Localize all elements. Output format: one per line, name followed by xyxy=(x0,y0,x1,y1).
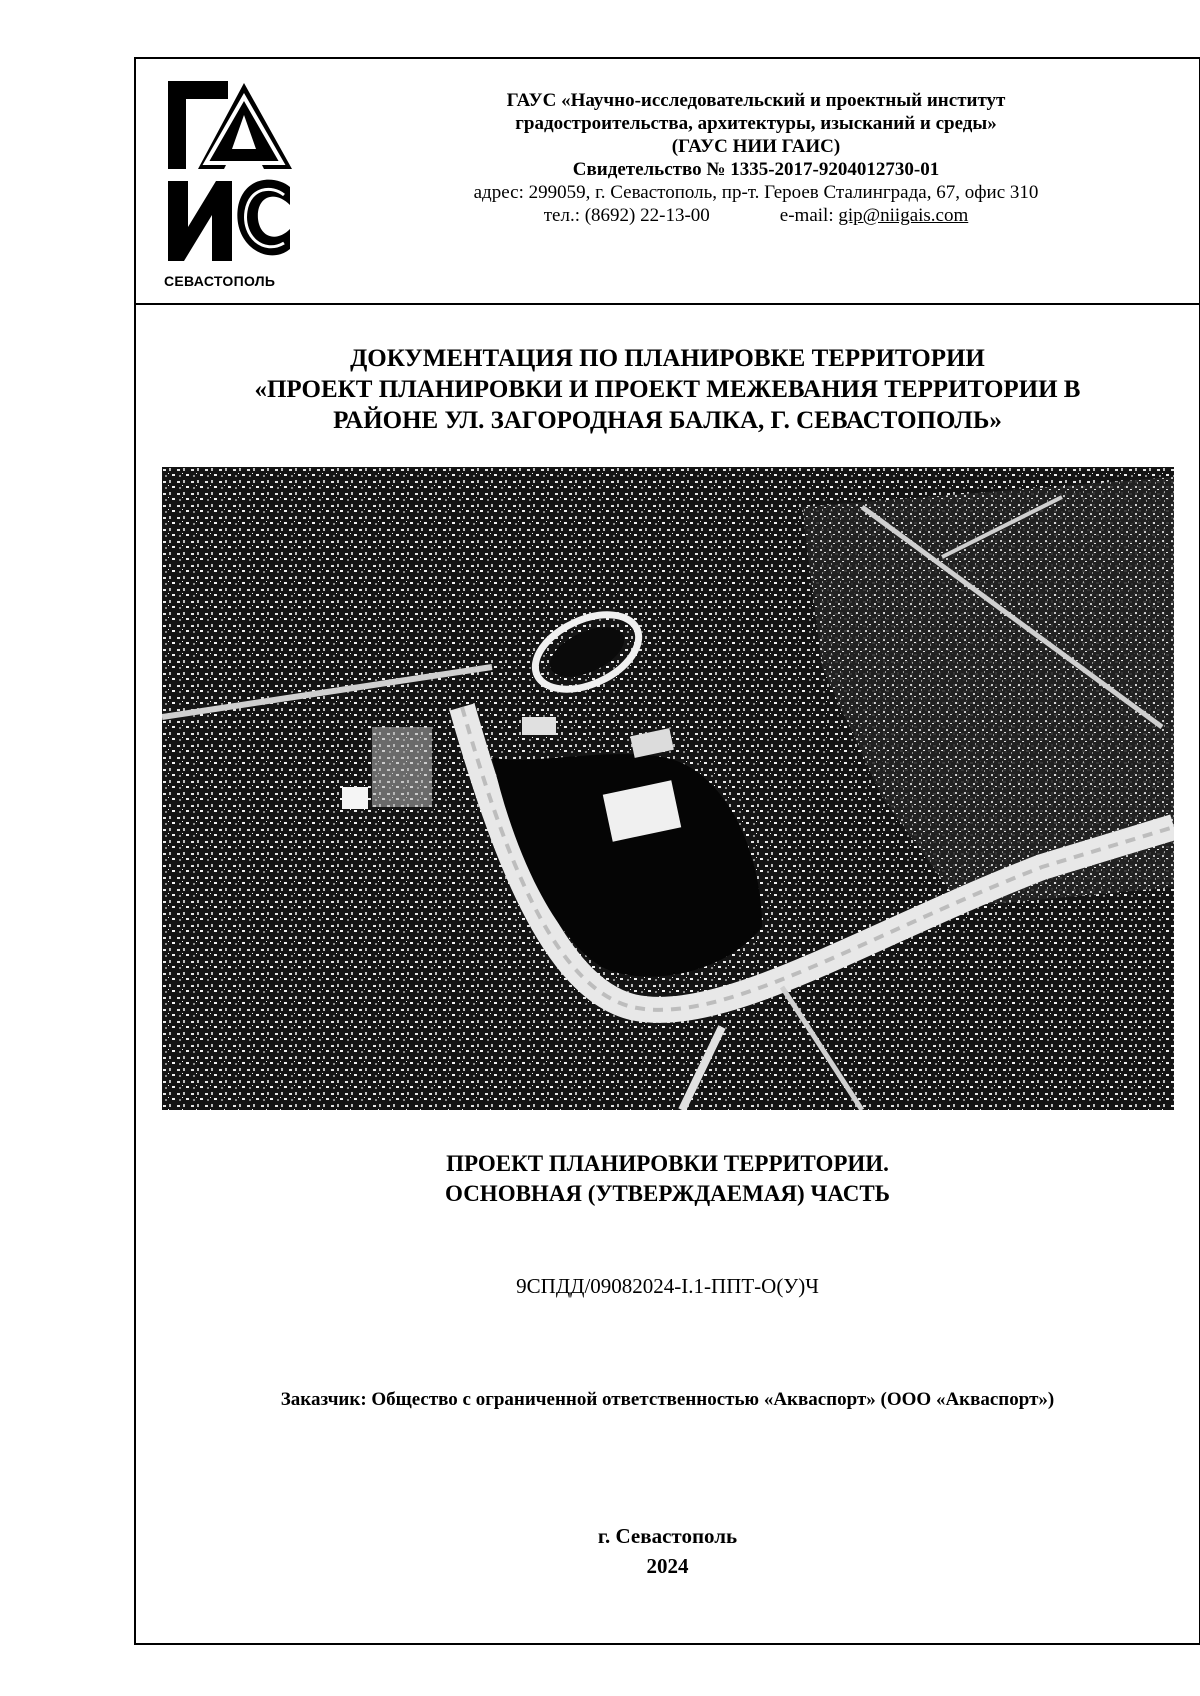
section-title xyxy=(136,1149,1199,1209)
org-name-line2: градостроительства, архитектуры, изысканий и среды» xyxy=(515,113,997,134)
year: 2024 xyxy=(646,1554,689,1578)
aerial-photo xyxy=(162,467,1174,1110)
document-title xyxy=(136,343,1199,436)
certificate-number: Свидетельство № 1335-2017-9204012730-01 xyxy=(572,159,940,180)
email-label: e-mail: xyxy=(779,205,834,226)
gais-logo-mark xyxy=(164,77,294,267)
document-title-line2: «ПРОЕКТ ПЛАНИРОВКИ И ПРОЕКТ МЕЖЕВАНИЯ ТЕРРИТОРИИ В xyxy=(254,376,1081,403)
organization-header xyxy=(136,59,1199,305)
aerial-photo-image xyxy=(162,467,1174,1110)
title-page-frame xyxy=(134,57,1200,1645)
org-short-name: (ГАУС НИИ ГАИС) xyxy=(671,136,841,157)
organization-block xyxy=(326,89,1186,227)
document-title-line1: ДОКУМЕНТАЦИЯ ПО ПЛАНИРОВКЕ ТЕРРИТОРИИ xyxy=(350,345,985,372)
org-name-line1: ГАУС «Научно-исследовательский и проектный институт xyxy=(506,90,1006,111)
gais-logo xyxy=(164,77,294,297)
customer-line: Заказчик: Общество с ограниченной ответственностью «Акваспорт» (ООО «Акваспорт») xyxy=(280,1389,1055,1410)
logo-caption: СЕВАСТОПОЛЬ xyxy=(164,273,276,289)
document-title-line3: РАЙОНЕ УЛ. ЗАГОРОДНАЯ БАЛКА, Г. СЕВАСТОПОЛЬ» xyxy=(333,407,1002,434)
section-title-line2: ОСНОВНАЯ (УТВЕРЖДАЕМАЯ) ЧАСТЬ xyxy=(445,1181,890,1206)
place-and-year xyxy=(136,1521,1199,1581)
section-title-line1: ПРОЕКТ ПЛАНИРОВКИ ТЕРРИТОРИИ. xyxy=(446,1151,889,1176)
city-name: г. Севастополь xyxy=(597,1524,738,1548)
org-phone: тел.: (8692) 22-13-00 xyxy=(543,205,710,226)
org-address: адрес: 299059, г. Севастополь, пр-т. Героев Сталинграда, 67, офис 310 xyxy=(473,182,1039,203)
contact-line xyxy=(326,204,1186,227)
document-code: 9СПДД/09082024-I.1-ППТ-О(У)Ч xyxy=(516,1274,819,1298)
email-link[interactable]: gip@niigais.com xyxy=(838,205,969,226)
